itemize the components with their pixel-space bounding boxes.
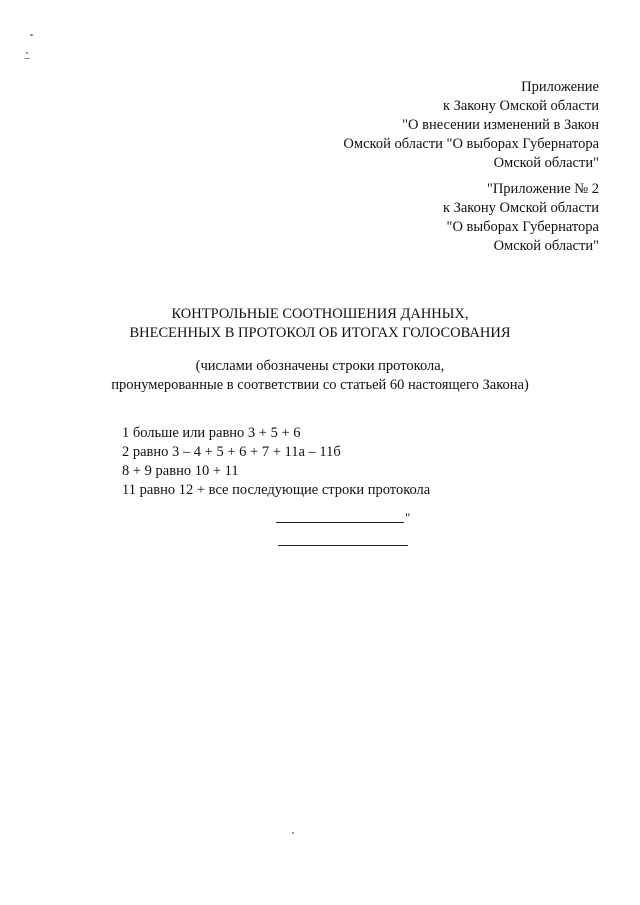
annex-quoted-line: к Закону Омской области (442, 200, 599, 216)
relation-line: 1 больше или равно 3 + 5 + 6 (122, 425, 301, 441)
note-line: (числами обозначены строки протокола, (195, 358, 445, 374)
annex-main-line: Омской области "О выборах Губернатора (343, 136, 599, 152)
annex-quoted-line: "О выборах Губернатора (446, 219, 599, 235)
closing-quote: " (405, 510, 411, 525)
explanatory-note (0, 357, 640, 395)
annex-main-line: к Закону Омской области (442, 98, 599, 114)
annex-main-line: Приложение (521, 79, 599, 95)
scan-speck (26, 52, 28, 54)
annex-quoted-line: "Приложение № 2 (486, 181, 599, 197)
control-relations-list (122, 424, 430, 500)
relation-line: 8 + 9 равно 10 + 11 (122, 463, 239, 479)
title-line: ВНЕСЕННЫХ В ПРОТОКОЛ ОБ ИТОГАХ ГОЛОСОВАНИЯ (129, 325, 511, 341)
scan-speck (30, 34, 33, 36)
annex-main-line: "О внесении изменений в Закон (402, 117, 599, 133)
separator-line (278, 545, 408, 546)
title-line: КОНТРОЛЬНЫЕ СООТНОШЕНИЯ ДАННЫХ, (171, 306, 469, 322)
scan-speck (292, 832, 294, 834)
annex-header-quoted (443, 180, 599, 256)
separator-line (276, 522, 404, 523)
relation-line: 11 равно 12 + все последующие строки протокола (122, 482, 431, 498)
relation-line: 2 равно 3 – 4 + 5 + 6 + 7 + 11а – 11б (122, 444, 341, 460)
annex-quoted-line: Омской области" (493, 238, 599, 254)
annex-header-main (343, 78, 599, 173)
document-title (0, 305, 640, 343)
annex-main-line: Омской области" (493, 155, 599, 171)
note-line: пронумерованные в соответствии со статьей 60 настоящего Закона) (111, 377, 529, 393)
scan-speck (24, 58, 30, 59)
